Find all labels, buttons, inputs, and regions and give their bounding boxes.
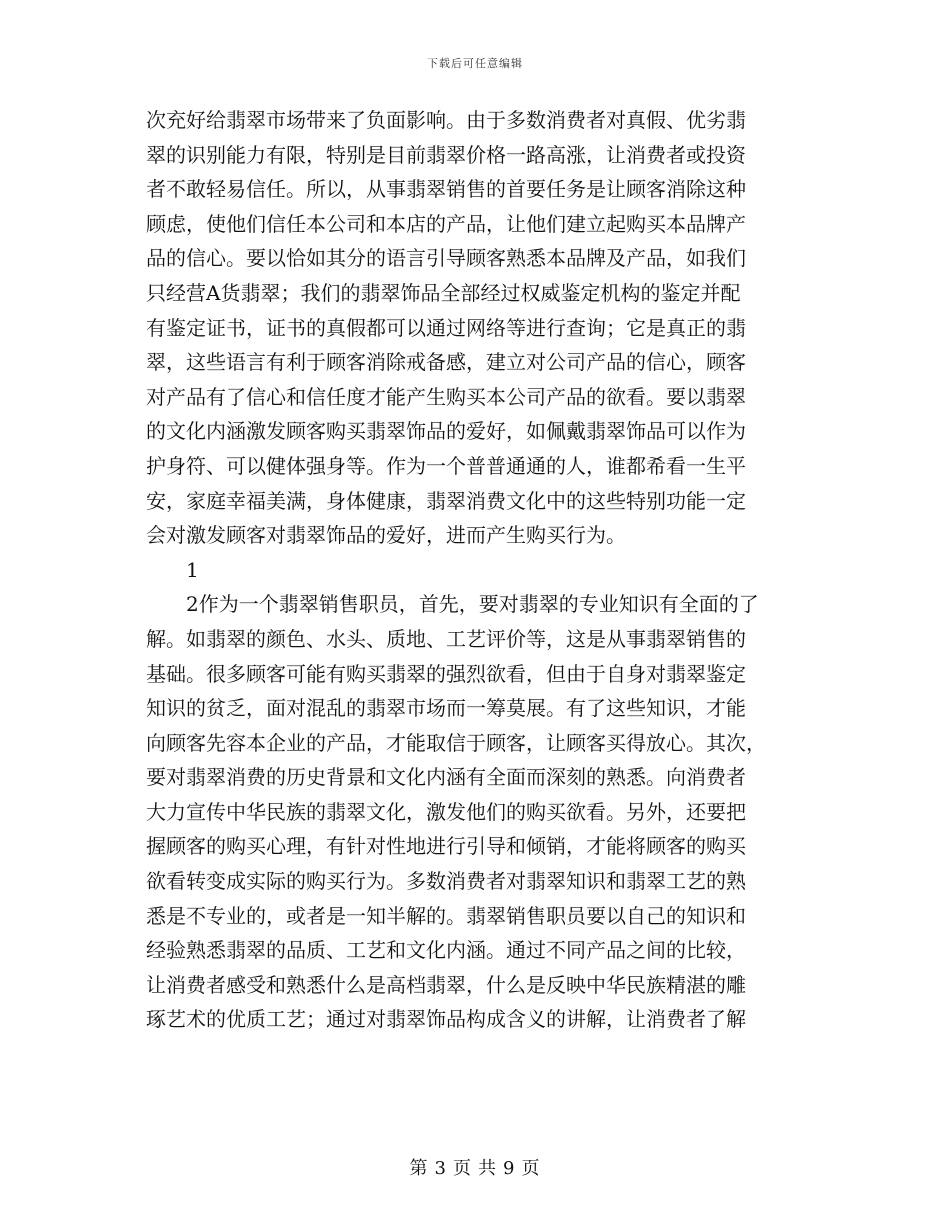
text-line: 大力宣传中华民族的翡翠文化，激发他们的购买欲看。另外，还要把 — [146, 799, 746, 824]
section-number: 1 — [186, 557, 199, 582]
text-line: 欲看转变成实际的购买行为。多数消费者对翡翠知识和翡翠工艺的熟 — [146, 869, 746, 894]
page-header: 下载后可任意编辑 — [427, 57, 523, 70]
page-suffix: 页 — [521, 1158, 541, 1179]
page-word: 页 — [453, 1158, 472, 1179]
text-line: 基础。很多顾客可能有购买翡翠的强烈欲看，但由于自身对翡翠鉴定 — [146, 661, 746, 686]
text-line: 握顾客的购买心理，有针对性地进行引导和倾销，才能将顾客的购买 — [146, 834, 746, 859]
text-line: 向顾客先容本企业的产品，才能取信于顾客，让顾客买得放心。其次， — [146, 730, 766, 755]
text-line: 次充好给翡翠市场带来了负面影响。由于多数消费者对真假、优劣翡 — [146, 108, 746, 132]
text-line: 翠的识别能力有限，特别是目前翡翠价格一路高涨，让消费者或投资 — [146, 142, 746, 167]
text-line: 者不敢轻易信任。所以，从事翡翠销售的首要任务是让顾客消除这种 — [146, 177, 746, 202]
paragraph-2 — [146, 587, 810, 1037]
text-line: 琢艺术的优质工艺；通过对翡翠饰品构成含义的讲解，让消费者了解 — [146, 1007, 746, 1032]
document-body — [146, 103, 810, 1037]
text-line: 只经营A货翡翠；我们的翡翠饰品全部经过权威鉴定机构的鉴定并配 — [146, 280, 741, 305]
text-line: 让消费者感受和熟悉什么是高档翡翠，什么是反映中华民族精湛的雕 — [146, 972, 746, 997]
text-line: 悉是不专业的，或者是一知半解的。翡翠销售职员要以自己的知识和 — [146, 903, 746, 928]
total-pages-number: 9 — [503, 1158, 516, 1179]
text-line: 解。如翡翠的颜色、水头、质地、工艺评价等，这是从事翡翠销售的 — [146, 626, 746, 651]
text-line: 经验熟悉翡翠的品质、工艺和文化内涵。通过不同产品之间的比较， — [146, 938, 746, 963]
text-line: 会对激发顾客对翡翠饰品的爱好，进而产生购买行为。 — [146, 523, 626, 548]
text-line: 安，家庭幸福美满，身体健康，翡翠消费文化中的这些特别功能一定 — [146, 488, 746, 513]
text-line: 知识的贫乏，面对混乱的翡翠市场而一筹莫展。有了这些知识，才能 — [146, 696, 746, 721]
text-line: 2作为一个翡翠销售职员，首先，要对翡翠的专业知识有全面的了 — [186, 592, 759, 617]
text-line: 的文化内涵激发顾客购买翡翠饰品的爱好，如佩戴翡翠饰品可以作为 — [146, 419, 746, 444]
text-line: 顾虑，使他们信任本公司和本店的产品，让他们建立起购买本品牌产 — [146, 211, 746, 236]
text-line: 要对翡翠消费的历史背景和文化内涵有全面而深刻的熟悉。向消费者 — [146, 765, 746, 790]
text-line: 翠，这些语言有利于顾客消除戒备感，建立对公司产品的信心，顾客 — [146, 350, 746, 375]
current-page-number: 3 — [434, 1158, 447, 1179]
page-footer — [0, 1154, 950, 1180]
page-prefix: 第 — [409, 1158, 429, 1179]
text-line: 对产品有了信心和信任度才能产生购买本公司产品的欲看。要以翡翠 — [146, 384, 746, 409]
text-line: 品的信心。要以恰如其分的语言引导顾客熟悉本品牌及产品，如我们 — [146, 246, 746, 271]
text-line: 有鉴定证书，证书的真假都可以通过网络等进行查询；它是真正的翡 — [146, 315, 746, 340]
paragraph-1 — [146, 103, 810, 553]
text-line: 护身符、可以健体强身等。作为一个普普通通的人，谁都希看一生平 — [146, 453, 746, 478]
total-prefix: 共 — [478, 1158, 497, 1179]
